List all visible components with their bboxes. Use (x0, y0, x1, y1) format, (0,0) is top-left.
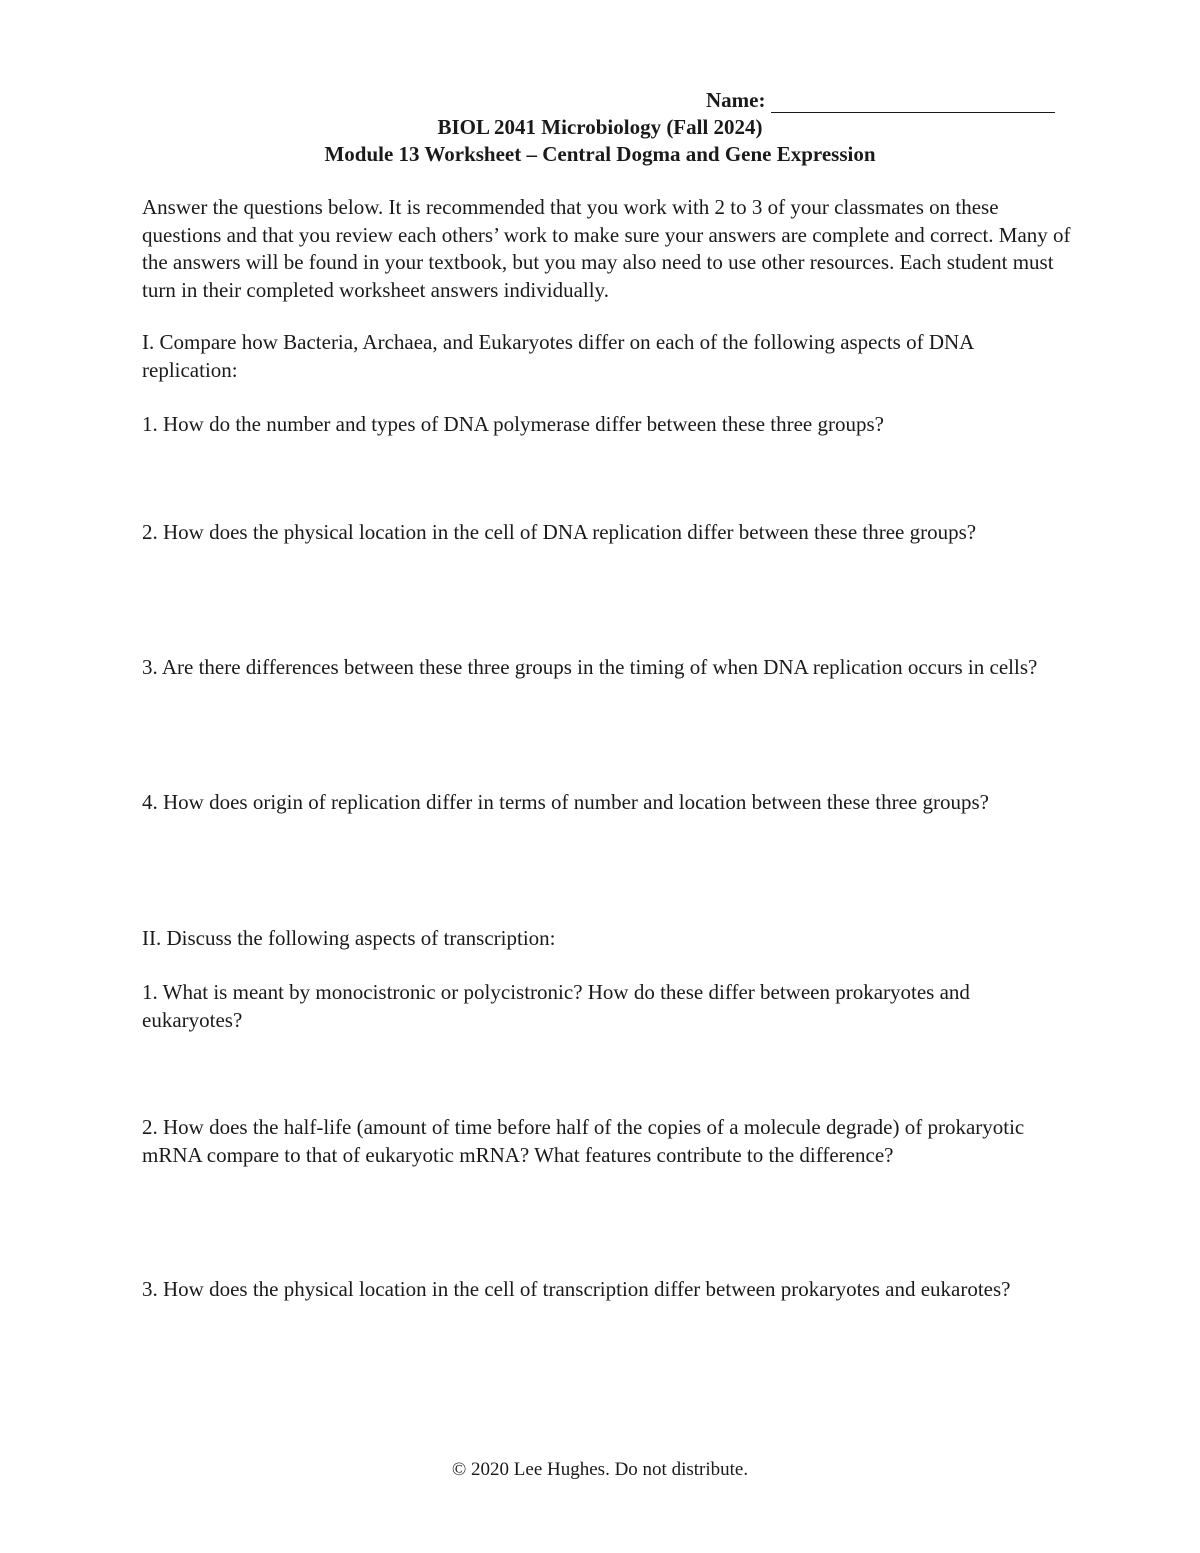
section-1-question-1: 1. How do the number and types of DNA polymerase differ between these three groups? (142, 412, 884, 436)
course-title: BIOL 2041 Microbiology (Fall 2024) (437, 115, 763, 139)
copyright-footer: © 2020 Lee Hughes. Do not distribute. (451, 1459, 749, 1480)
section-1-heading: I. Compare how Bacteria, Archaea, and Eukaryotes differ on each of the following aspects of DNA replication: (142, 330, 974, 382)
section-1-question-2: 2. How does the physical location in the cell of DNA replication differ between these three groups? (142, 520, 977, 544)
name-blank-line (771, 90, 1055, 113)
section-2-question-1: 1. What is meant by monocistronic or polycistronic? How do these differ between prokaryotes and eukaryotes? (142, 980, 970, 1032)
section-1-question-3: 3. Are there differences between these three groups in the timing of when DNA replication occurs in cells? (142, 655, 1038, 679)
section-2-heading: II. Discuss the following aspects of transcription: (142, 926, 556, 950)
section-1-question-4: 4. How does origin of replication differ in terms of number and location between these three groups? (142, 790, 989, 814)
module-title: Module 13 Worksheet – Central Dogma and Gene Expression (324, 142, 876, 166)
section-2-question-2: 2. How does the half-life (amount of time before half of the copies of a molecule degrade) of prokaryotic mRNA compare to that of eukaryotic mRNA? What features contribute to the difference? (142, 1115, 1025, 1167)
section-2-question-3: 3. How does the physical location in the cell of transcription differ between prokaryotes and eukarotes? (142, 1277, 1011, 1301)
instructions-paragraph: Answer the questions below. It is recommended that you work with 2 to 3 of your classmates on these questions and that you review each others’ work to make sure your answers are complete and correct. Many of the answers will be found in your textbook, but you may also need to use other resources. Each student must turn in their completed worksheet answers individually. (142, 195, 1071, 302)
name-label: Name: (706, 88, 766, 112)
name-field-row (706, 88, 1055, 113)
